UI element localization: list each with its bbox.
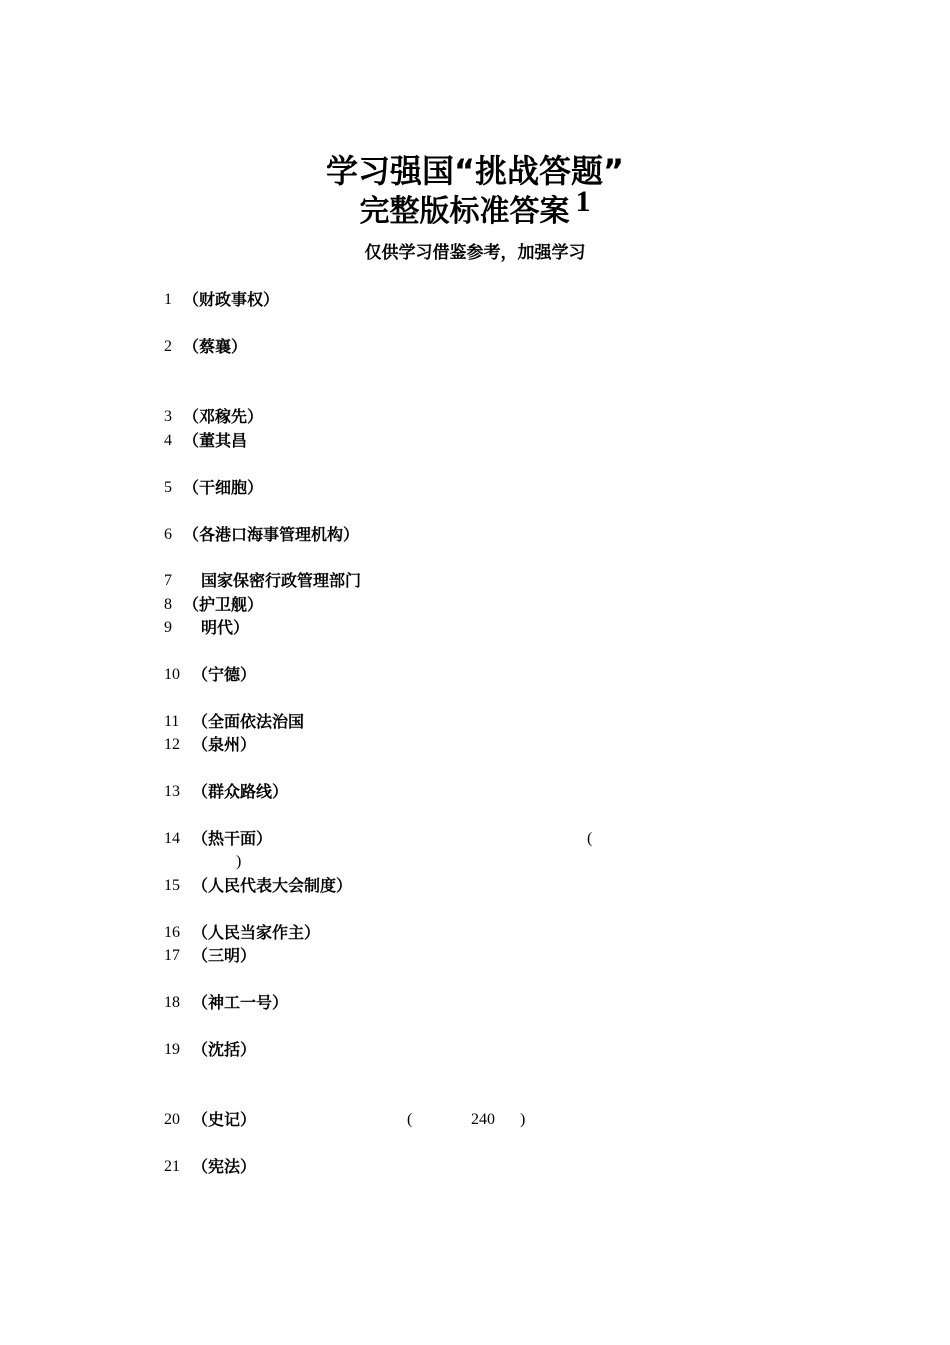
paren-close: ) [236, 853, 242, 870]
item-answer: （神工一号） [192, 993, 289, 1012]
item-answer: （沈括） [192, 1040, 257, 1059]
item-answer: （群众路线） [192, 782, 289, 801]
item-answer: 明代） [201, 618, 250, 637]
paren-close: ) [520, 1111, 526, 1128]
item-number: 20 [164, 1111, 180, 1128]
item-number: 12 [164, 736, 180, 753]
item-number: 17 [164, 947, 180, 964]
item-number: 11 [164, 713, 180, 730]
item-answer: （护卫舰） [183, 595, 264, 614]
item-number: 5 [164, 479, 172, 496]
item-number: 9 [164, 619, 172, 636]
item-number: 4 [164, 432, 172, 449]
item-number: 15 [164, 877, 180, 894]
item-number: 7 [164, 572, 172, 589]
item-answer: （宪法） [192, 1157, 257, 1176]
item-answer: （财政事权） [183, 290, 280, 309]
page-number: 1 [575, 185, 591, 218]
item-number: 16 [164, 924, 180, 941]
item-number: 19 [164, 1041, 180, 1058]
document-subtitle: 仅供学习借鉴参考，加强学习 [364, 243, 586, 263]
item-answer: （三明） [192, 946, 257, 965]
item-answer: （史记） [192, 1110, 257, 1129]
item-answer: （全面依法治国 [192, 712, 305, 731]
item-answer: （宁德） [192, 665, 257, 684]
item-answer: （泉州） [192, 735, 257, 754]
item-number: 8 [164, 596, 172, 613]
item-number: 21 [164, 1158, 180, 1175]
item-answer: （各港口海事管理机构） [183, 525, 360, 544]
item-value: 240 [471, 1111, 495, 1128]
item-answer: （人民代表大会制度） [192, 876, 353, 895]
document-title-line1: 学习强国“挑战答题” [325, 152, 625, 190]
item-number: 10 [164, 666, 180, 683]
item-answer: （邓稼先） [183, 407, 264, 426]
item-number: 18 [164, 994, 180, 1011]
document-title-line2 [0, 185, 950, 234]
item-answer: （董其昌 [183, 431, 248, 450]
item-number: 6 [164, 526, 172, 543]
item-answer: （蔡襄） [183, 337, 248, 356]
item-number: 3 [164, 408, 172, 425]
item-answer: （人民当家作主） [192, 923, 321, 942]
item-number: 14 [164, 830, 180, 847]
document-title-text: 完整版标准答案 [359, 194, 570, 229]
paren-open: ( [407, 1111, 413, 1128]
item-answer: （热干面） [192, 829, 273, 848]
item-number: 1 [164, 291, 172, 308]
item-answer: 国家保密行政管理部门 [201, 571, 362, 590]
item-answer: （干细胞） [183, 478, 264, 497]
paren-open: ( [587, 830, 593, 847]
item-number: 13 [164, 783, 180, 800]
item-number: 2 [164, 338, 172, 355]
